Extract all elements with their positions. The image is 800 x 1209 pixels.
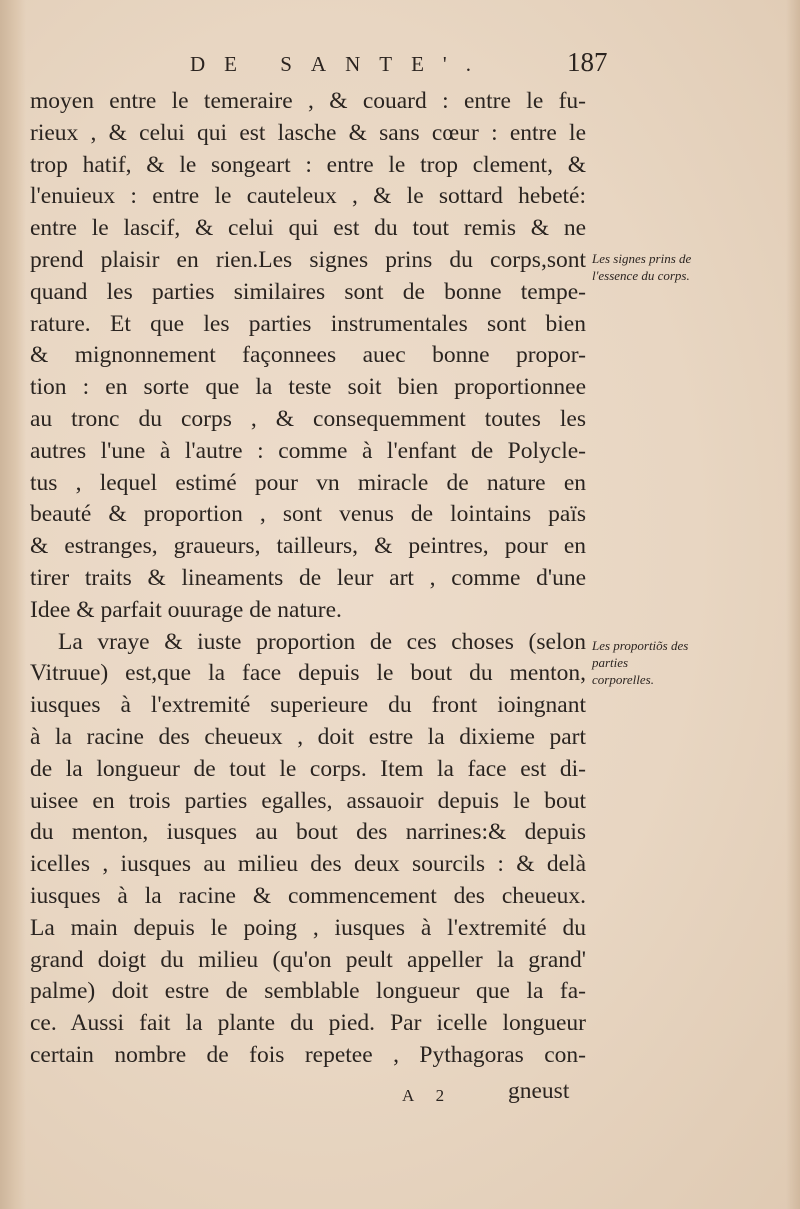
- margin-note-proportions: Les proportiõs des parties corporelles.: [592, 638, 689, 687]
- text-line: beauté & proportion , sont venus de lointains païs: [30, 501, 586, 528]
- running-head: DE SANTE'.: [190, 52, 490, 76]
- page-edge-shadow: [786, 0, 800, 1209]
- text-line: moyen entre le temeraire , & couard : entre le fu-: [30, 88, 586, 114]
- page-number: 187: [567, 47, 608, 77]
- text-line: tirer traits & lineaments de leur art , comme d'une: [30, 564, 586, 591]
- body-text: [30, 86, 586, 1072]
- text-line: grand doigt du milieu (qu'on peult appeller la grand': [30, 946, 586, 973]
- text-line: uisee en trois parties egalles, assauoir depuis le bout: [30, 787, 586, 814]
- text-line: rieux , & celui qui est lasche & sans cœur : entre le: [30, 119, 586, 146]
- text-line: prend plaisir en rien.Les signes prins du corps,sont: [30, 246, 586, 273]
- text-line: de la longueur de tout le corps. Item la face est di-: [30, 755, 586, 782]
- text-line: trop hatif, & le songeart : entre le trop clement, &: [30, 151, 586, 178]
- page-gutter-shadow: [0, 0, 26, 1209]
- text-line: & mignonnement façonnees auec bonne propor-: [30, 342, 586, 369]
- text-line: ce. Aussi fait la plante du pied. Par icelle longueur: [30, 1010, 586, 1037]
- text-line: tion : en sorte que la teste soit bien proportionnee: [30, 374, 586, 401]
- text-line: & estranges, graueurs, tailleurs, & peintres, pour en: [30, 533, 586, 560]
- text-line: rature. Et que les parties instrumentales sont bien: [30, 310, 586, 337]
- text-line: quand les parties similaires sont de bonne tempe-: [30, 278, 586, 305]
- text-line: iusques à l'extremité superieure du front ioingnant: [30, 692, 586, 719]
- text-line: l'enuieux : entre le cauteleux , & le sottard hebeté:: [30, 183, 586, 210]
- text-line: autres l'une à l'autre : comme à l'enfant de Polycle-: [30, 437, 586, 464]
- text-line: Vitruue) est,que la face depuis le bout du menton,: [30, 660, 586, 687]
- text-line: iusques à la racine & commencement des cheueux.: [30, 882, 586, 909]
- paragraph-last-line: Idee & parfait ouurage de nature.: [30, 596, 342, 623]
- text-line: à la racine des cheueux , doit estre la dixieme part: [30, 723, 586, 750]
- text-line: La main depuis le poing , iusques à l'extremité du: [30, 914, 586, 941]
- margin-note-signes: Les signes prins de l'essence du corps.: [592, 251, 692, 283]
- text-line: au tronc du corps , & consequemment toutes les: [30, 405, 586, 432]
- text-line: icelles , iusques au milieu des deux sourcils : & delà: [30, 851, 586, 878]
- text-line: palme) doit estre de semblable longueur que la fa-: [30, 978, 586, 1005]
- text-line: entre le lascif, & celui qui est du tout remis & ne: [30, 215, 586, 242]
- signature-mark: A 2: [402, 1086, 454, 1105]
- text-line: du menton, iusques au bout des narrines:& depuis: [30, 819, 586, 846]
- text-line: certain nombre de fois repetee , Pythagoras con-: [30, 1041, 586, 1068]
- paragraph-first-line: La vraye & iuste proportion de ces choses (selon: [58, 628, 586, 655]
- catchword: gneust: [508, 1078, 570, 1104]
- text-line: tus , lequel estimé pour vn miracle de nature en: [30, 469, 586, 496]
